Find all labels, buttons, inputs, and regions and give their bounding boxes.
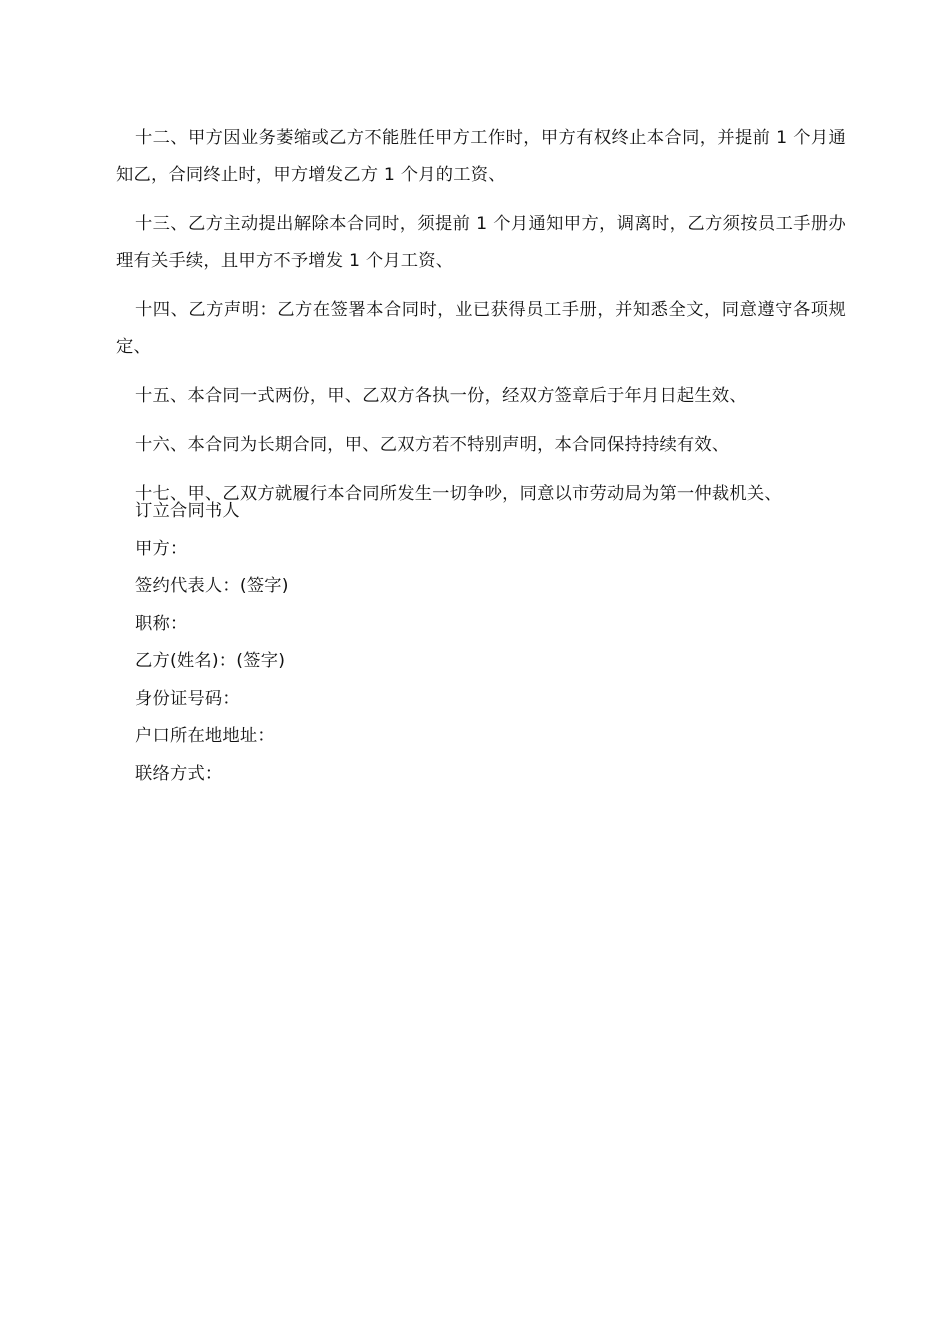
clause-17: 十七、甲、乙双方就履行本合同所发生一切争吵，同意以市劳动局为第一仲裁机关、 [135, 484, 782, 504]
contact-label: 联络方式： [135, 763, 223, 784]
household-address-label: 户口所在地地址： [135, 726, 275, 746]
position-label: 职称： [135, 613, 188, 634]
signatories-heading: 订立合同书人 [135, 501, 240, 521]
clause-12: 十二、甲方因业务萎缩或乙方不能胜任甲方工作时，甲方有权终止本合同，并提前 1 个月通知乙，合同终止时，甲方增发乙方 1 个月的工资、 [116, 128, 846, 185]
contract-clauses [116, 120, 846, 525]
clause-13: 十三、乙方主动提出解除本合同时，须提前 1 个月通知甲方，调离时，乙方须按员工手册办理有关手续，且甲方不予增发 1 个月工资、 [116, 214, 846, 271]
party-a-label: 甲方： [135, 538, 188, 559]
party-b-label: 乙方(姓名)：(签字) [135, 651, 286, 671]
clause-15: 十五、本合同一式两份，甲、乙双方各执一份，经双方签章后于年月日起生效、 [135, 386, 747, 406]
representative-label: 签约代表人：(签字) [135, 576, 289, 596]
id-number-label: 身份证号码： [135, 688, 240, 709]
clause-16: 十六、本合同为长期合同，甲、乙双方若不特别声明，本合同保持持续有效、 [135, 435, 730, 455]
signature-block [135, 493, 735, 793]
clause-14: 十四、乙方声明：乙方在签署本合同时，业已获得员工手册，并知悉全文，同意遵守各项规定、 [116, 300, 846, 357]
